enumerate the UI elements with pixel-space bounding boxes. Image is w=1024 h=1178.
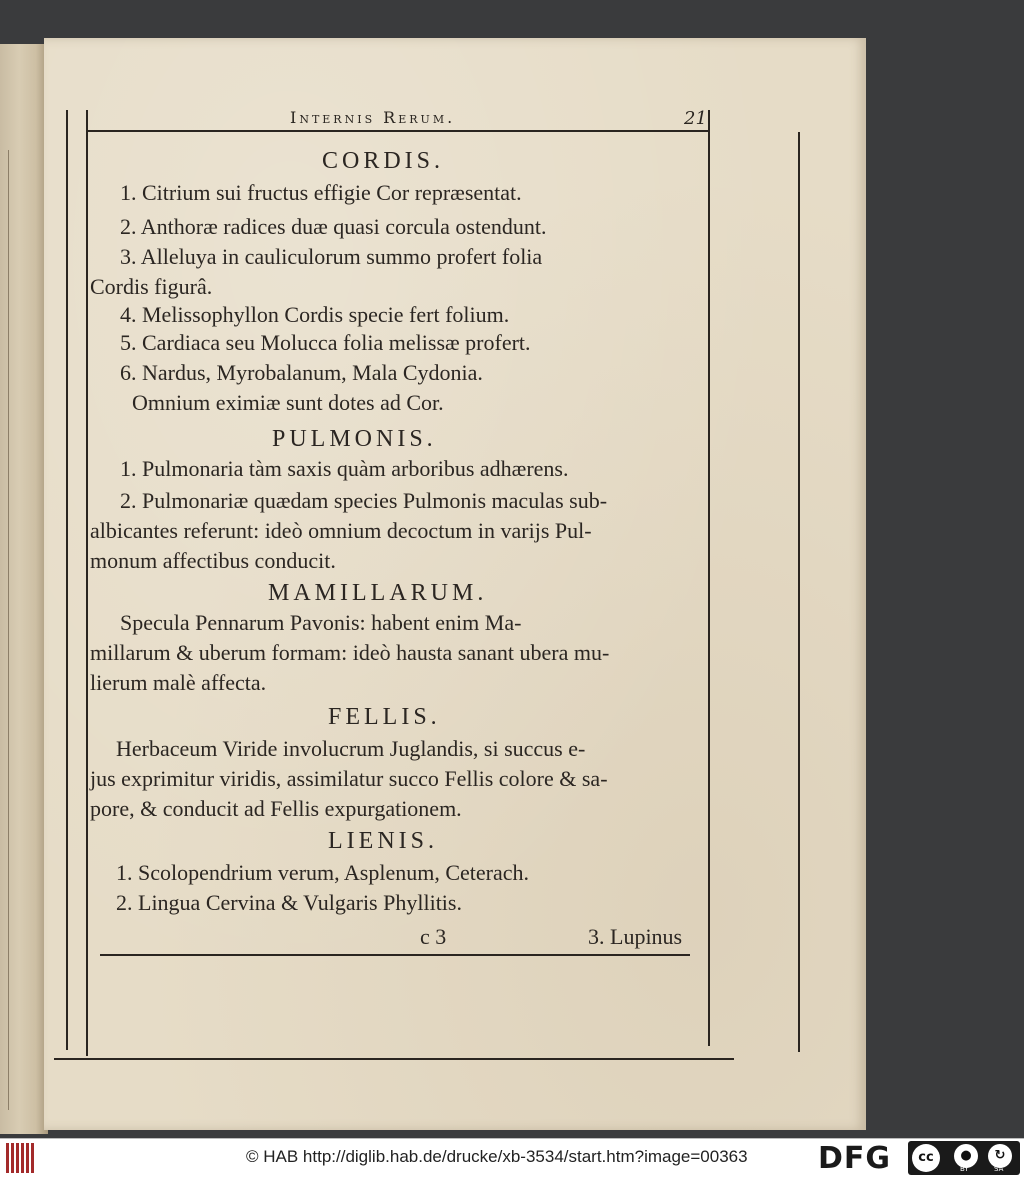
hab-logo xyxy=(6,1143,42,1173)
text-line: 2. Anthoræ radices duæ quasi corcula ostendunt. xyxy=(120,214,547,239)
text-line: monum affectibus conducit. xyxy=(90,548,336,573)
text-line: 4. Melissophyllon Cordis specie fert folium. xyxy=(120,302,510,327)
heading-mamillarum: MAMILLARUM. xyxy=(268,580,488,606)
text-line: 5. Cardiaca seu Molucca folia melissæ profert. xyxy=(120,330,531,355)
cc-icon: cc xyxy=(912,1144,940,1172)
text-line: 1. Scolopendrium verum, Asplenum, Ceterach. xyxy=(116,860,530,885)
text-line: albicantes referunt: ideò omnium decoctum in varijs Pul- xyxy=(90,518,592,543)
text-line: Herbaceum Viride involucrum Juglandis, si succus e- xyxy=(116,736,586,761)
text-line: 1. Citrium sui fructus effigie Cor repræsentat. xyxy=(120,180,522,205)
heading-lienis: LIENIS. xyxy=(328,828,438,854)
frame-left-rule-inner xyxy=(86,110,88,1056)
text-line: Cordis figurâ. xyxy=(90,274,213,299)
text-line: Omnium eximiæ sunt dotes ad Cor. xyxy=(132,390,444,415)
text-line: millarum & uberum formam: ideò hausta sanant ubera mu- xyxy=(90,640,610,665)
text-line: 3. Alleluya in cauliculorum summo profert folia xyxy=(120,244,543,269)
frame-bottom-rule-outer xyxy=(54,1058,734,1060)
cc-license-badge[interactable] xyxy=(908,1141,1020,1175)
frame-left-rule-outer xyxy=(66,110,68,1050)
text-line: 6. Nardus, Myrobalanum, Mala Cydonia. xyxy=(120,360,483,385)
catchword: 3. Lupinus xyxy=(588,924,683,949)
heading-pulmonis: PULMONIS. xyxy=(272,426,437,452)
page-number: 21 xyxy=(684,108,707,129)
frame-right-rule-outer xyxy=(798,132,800,1052)
sa-icon: ↻ xyxy=(988,1144,1012,1168)
running-head: Internis Rerum. xyxy=(290,108,456,127)
text-line: pore, & conducit ad Fellis expurgationem. xyxy=(90,796,462,821)
frame-bottom-rule xyxy=(100,954,690,956)
sa-label: SA xyxy=(994,1165,1004,1173)
viewer-footer xyxy=(0,1138,1024,1178)
signature-mark: c 3 xyxy=(420,924,447,949)
text-line: 2. Lingua Cervina & Vulgaris Phyllitis. xyxy=(116,890,462,915)
text-line: jus exprimitur viridis, assimilatur succo Fellis colore & sa- xyxy=(90,766,608,791)
dfg-logo: DFG xyxy=(818,1141,892,1176)
heading-cordis: CORDIS. xyxy=(322,148,445,174)
by-label: BY xyxy=(960,1165,969,1173)
copyright-link[interactable]: © HAB http://diglib.hab.de/drucke/xb-3534/start.htm?image=00363 xyxy=(246,1147,748,1166)
frame-top-rule xyxy=(88,130,708,132)
text-line: 2. Pulmonariæ quædam species Pulmonis maculas sub- xyxy=(120,488,608,513)
text-line: Specula Pennarum Pavonis: habent enim Ma- xyxy=(120,610,522,635)
by-icon: ● xyxy=(954,1144,978,1168)
previous-page-edge xyxy=(0,44,48,1134)
text-line: 1. Pulmonaria tàm saxis quàm arboribus adhærens. xyxy=(120,456,569,481)
text-line: lierum malè affecta. xyxy=(90,670,267,695)
frame-right-rule-inner xyxy=(708,110,710,1046)
heading-fellis: FELLIS. xyxy=(328,704,441,730)
previous-page-border xyxy=(8,150,9,1110)
